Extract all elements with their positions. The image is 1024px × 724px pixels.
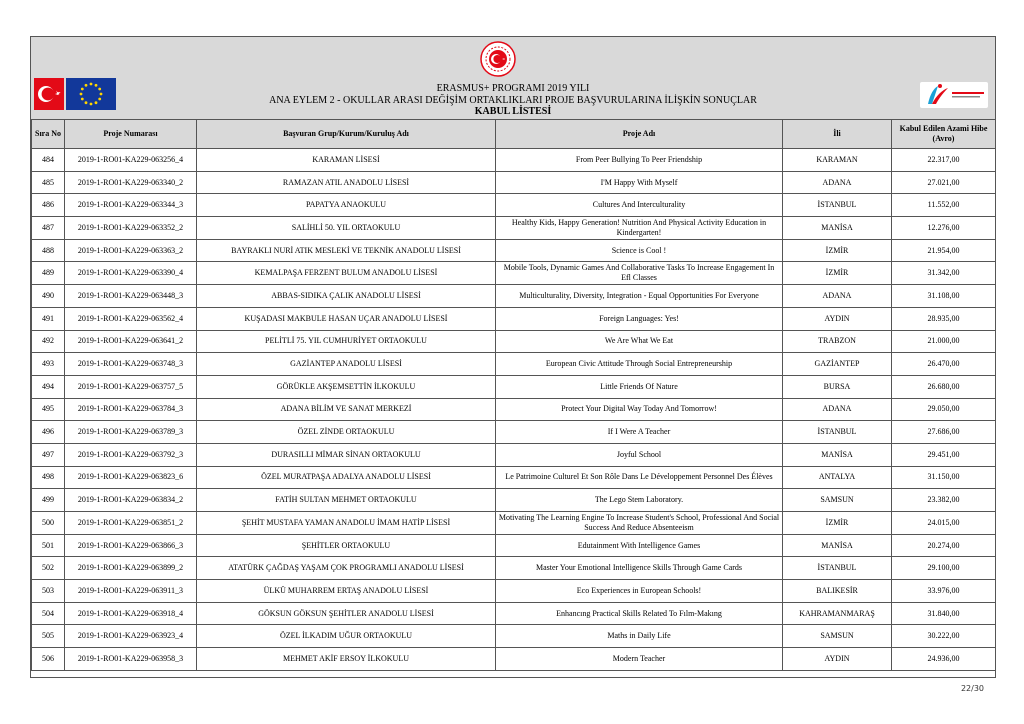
institution-name: PAPATYA ANAOKULU [197,194,496,217]
row-number: 497 [32,443,65,466]
row-number: 485 [32,171,65,194]
project-name: Joyful School [496,443,783,466]
project-number: 2019-1-RO01-KA229-063390_4 [65,262,197,285]
province: İSTANBUL [783,421,892,444]
institution-name: ABBAS-SIDIKA ÇALIK ANADOLU LİSESİ [197,285,496,308]
project-name: Motivating The Learning Engine To Increase Student's School, Professional And Social Success And Reduce Absenteeism [496,512,783,535]
table-row [32,262,996,285]
table-row [32,602,996,625]
grant-amount: 31.342,00 [892,262,996,285]
project-name: Edutainment With Intelligence Games [496,534,783,557]
project-name: Protect Your Digital Way Today And Tomorrow! [496,398,783,421]
table-row [32,557,996,580]
institution-name: ADANA BİLİM VE SANAT MERKEZİ [197,398,496,421]
institution-name: ŞEHİTLER ORTAOKULU [197,534,496,557]
grant-amount: 21.954,00 [892,239,996,262]
institution-name: KARAMAN LİSESİ [197,149,496,172]
grant-amount: 33.976,00 [892,580,996,603]
province: BURSA [783,375,892,398]
project-number: 2019-1-RO01-KA229-063866_3 [65,534,197,557]
column-header: Proje Numarası [65,120,197,149]
row-number: 491 [32,307,65,330]
table-row [32,375,996,398]
table-row [32,171,996,194]
grant-amount: 11.552,00 [892,194,996,217]
project-name: The Lego Stem Laboratory. [496,489,783,512]
project-number: 2019-1-RO01-KA229-063834_2 [65,489,197,512]
row-number: 484 [32,149,65,172]
list-title: KABUL LİSTESİ [474,106,552,117]
institution-name: GÖRÜKLE AKŞEMSETTİN İLKOKULU [197,375,496,398]
project-name: Enhancıng Practical Skills Related To Fılm-Makıng [496,602,783,625]
row-number: 500 [32,512,65,535]
project-name: Master Your Emotional Intelligence Skills Through Game Cards [496,557,783,580]
project-number: 2019-1-RO01-KA229-063823_6 [65,466,197,489]
grant-amount: 28.935,00 [892,307,996,330]
table-row [32,512,996,535]
project-number: 2019-1-RO01-KA229-063757_5 [65,375,197,398]
province: İSTANBUL [783,194,892,217]
column-header: Sıra No [32,120,65,149]
table-row [32,648,996,671]
project-number: 2019-1-RO01-KA229-063918_4 [65,602,197,625]
institution-name: ŞEHİT MUSTAFA YAMAN ANADOLU İMAM HATİP LİSESİ [197,512,496,535]
row-number: 502 [32,557,65,580]
table-row [32,330,996,353]
institution-name: GAZİANTEP ANADOLU LİSESİ [197,353,496,376]
project-number: 2019-1-RO01-KA229-063784_3 [65,398,197,421]
grant-amount: 26.470,00 [892,353,996,376]
grant-amount: 21.000,00 [892,330,996,353]
province: İSTANBUL [783,557,892,580]
institution-name: ÜLKÜ MUHARREM ERTAŞ ANADOLU LİSESİ [197,580,496,603]
institution-name: ATATÜRK ÇAĞDAŞ YAŞAM ÇOK PROGRAMLI ANADOLU LİSESİ [197,557,496,580]
grant-amount: 22.317,00 [892,149,996,172]
table-row [32,443,996,466]
project-name: Maths in Daily Life [496,625,783,648]
institution-name: DURASILLI MİMAR SİNAN ORTAOKULU [197,443,496,466]
province: SAMSUN [783,489,892,512]
table-row [32,285,996,308]
grant-amount: 27.021,00 [892,171,996,194]
province: SAMSUN [783,625,892,648]
grant-amount: 30.222,00 [892,625,996,648]
province: ANTALYA [783,466,892,489]
table-row [32,466,996,489]
grant-amount: 31.840,00 [892,602,996,625]
project-number: 2019-1-RO01-KA229-063789_3 [65,421,197,444]
row-number: 503 [32,580,65,603]
acceptance-table [31,119,996,671]
project-name: Modern Teacher [496,648,783,671]
table-row [32,398,996,421]
row-number: 492 [32,330,65,353]
table-row [32,625,996,648]
row-number: 496 [32,421,65,444]
table-row [32,534,996,557]
table-row [32,149,996,172]
project-name: I'M Happy With Myself [496,171,783,194]
grant-amount: 12.276,00 [892,217,996,240]
institution-name: GÖKSUN GÖKSUN ŞEHİTLER ANADOLU LİSESİ [197,602,496,625]
project-number: 2019-1-RO01-KA229-063340_2 [65,171,197,194]
row-number: 494 [32,375,65,398]
page-number: 22/30 [960,684,984,693]
institution-name: KUŞADASI MAKBULE HASAN UÇAR ANADOLU LİSESİ [197,307,496,330]
row-number: 505 [32,625,65,648]
project-name: Foreign Languages: Yes! [496,307,783,330]
row-number: 493 [32,353,65,376]
table-header-row [32,120,996,149]
row-number: 506 [32,648,65,671]
action-title: ANA EYLEM 2 - OKULLAR ARASI DEĞİŞİM ORTAKLIKLARI PROJE BAŞVURULARINA İLİŞKİN SONUÇLAR [269,95,757,106]
row-number: 488 [32,239,65,262]
project-number: 2019-1-RO01-KA229-063911_3 [65,580,197,603]
project-name: If I Were A Teacher [496,421,783,444]
project-number: 2019-1-RO01-KA229-063748_3 [65,353,197,376]
project-name: Multiculturality, Diversity, Integration - Equal Opportunities For Everyone [496,285,783,308]
project-name: Science is Cool ! [496,239,783,262]
grant-amount: 24.936,00 [892,648,996,671]
document-header [31,37,995,120]
grant-amount: 29.451,00 [892,443,996,466]
project-number: 2019-1-RO01-KA229-063352_2 [65,217,197,240]
project-name: Healthy Kids, Happy Generation! Nutrition And Physical Activity Education in Kindergarten! [496,217,783,240]
province: KAHRAMANMARAŞ [783,602,892,625]
grant-amount: 26.680,00 [892,375,996,398]
table-row [32,217,996,240]
institution-name: KEMALPAŞA FERZENT BULUM ANADOLU LİSESİ [197,262,496,285]
project-number: 2019-1-RO01-KA229-063958_3 [65,648,197,671]
column-header: Proje Adı [496,120,783,149]
grant-amount: 29.050,00 [892,398,996,421]
project-number: 2019-1-RO01-KA229-063641_2 [65,330,197,353]
row-number: 498 [32,466,65,489]
province: MANİSA [783,534,892,557]
grant-amount: 20.274,00 [892,534,996,557]
project-number: 2019-1-RO01-KA229-063899_2 [65,557,197,580]
project-name: Eco Experiences in European Schools! [496,580,783,603]
row-number: 486 [32,194,65,217]
row-number: 489 [32,262,65,285]
project-name: Le Patrimoine Culturel Et Son Rôle Dans Le Développement Personnel Des Élèves [496,466,783,489]
grant-amount: 24.015,00 [892,512,996,535]
column-header: Başvuran Grup/Kurum/Kuruluş Adı [197,120,496,149]
province: MANİSA [783,217,892,240]
institution-name: ÖZEL ZİNDE ORTAOKULU [197,421,496,444]
institution-name: ÖZEL İLKADIM UĞUR ORTAOKULU [197,625,496,648]
row-number: 499 [32,489,65,512]
row-number: 490 [32,285,65,308]
grant-amount: 27.686,00 [892,421,996,444]
program-title: ERASMUS+ PROGRAMI 2019 YILI [436,83,590,94]
grant-amount: 29.100,00 [892,557,996,580]
institution-name: BAYRAKLI NURİ ATIK MESLEKİ VE TEKNİK ANADOLU LİSESİ [197,239,496,262]
project-name: We Are What We Eat [496,330,783,353]
institution-name: RAMAZAN ATIL ANADOLU LİSESİ [197,171,496,194]
table-row [32,353,996,376]
province: GAZİANTEP [783,353,892,376]
table-row [32,489,996,512]
project-name: Cultures And Interculturality [496,194,783,217]
row-number: 495 [32,398,65,421]
province: BALIKESİR [783,580,892,603]
province: TRABZON [783,330,892,353]
institution-name: FATİH SULTAN MEHMET ORTAOKULU [197,489,496,512]
project-number: 2019-1-RO01-KA229-063851_2 [65,512,197,535]
institution-name: MEHMET AKİF ERSOY İLKOKULU [197,648,496,671]
province: İZMİR [783,239,892,262]
table-row [32,239,996,262]
institution-name: PELİTLİ 75. YIL CUMHURİYET ORTAOKULU [197,330,496,353]
project-number: 2019-1-RO01-KA229-063923_4 [65,625,197,648]
row-number: 504 [32,602,65,625]
table-row [32,307,996,330]
column-header: Kabul Edilen Azami Hibe (Avro) [892,120,996,149]
province: AYDIN [783,307,892,330]
project-number: 2019-1-RO01-KA229-063792_3 [65,443,197,466]
project-number: 2019-1-RO01-KA229-063256_4 [65,149,197,172]
grant-amount: 23.382,00 [892,489,996,512]
table-row [32,580,996,603]
row-number: 487 [32,217,65,240]
grant-amount: 31.108,00 [892,285,996,308]
project-name: European Civic Attitude Through Social Entrepreneurship [496,353,783,376]
project-number: 2019-1-RO01-KA229-063344_3 [65,194,197,217]
turkish-emblem-icon [480,41,516,77]
project-number: 2019-1-RO01-KA229-063363_2 [65,239,197,262]
province: ADANA [783,285,892,308]
project-name: From Peer Bullying To Peer Friendship [496,149,783,172]
column-header: İli [783,120,892,149]
province: ADANA [783,171,892,194]
project-number: 2019-1-RO01-KA229-063448_3 [65,285,197,308]
province: İZMİR [783,512,892,535]
grant-amount: 31.150,00 [892,466,996,489]
institution-name: SALİHLİ 50. YIL ORTAOKULU [197,217,496,240]
project-name: Mobile Tools, Dynamic Games And Collaborative Tasks To Increase Engagement In Efl Classes [496,262,783,285]
province: ADANA [783,398,892,421]
province: İZMİR [783,262,892,285]
table-row [32,194,996,217]
project-name: Little Friends Of Nature [496,375,783,398]
province: AYDIN [783,648,892,671]
province: KARAMAN [783,149,892,172]
institution-name: ÖZEL MURATPAŞA ADALYA ANADOLU LİSESİ [197,466,496,489]
table-row [32,421,996,444]
row-number: 501 [32,534,65,557]
project-number: 2019-1-RO01-KA229-063562_4 [65,307,197,330]
province: MANİSA [783,443,892,466]
